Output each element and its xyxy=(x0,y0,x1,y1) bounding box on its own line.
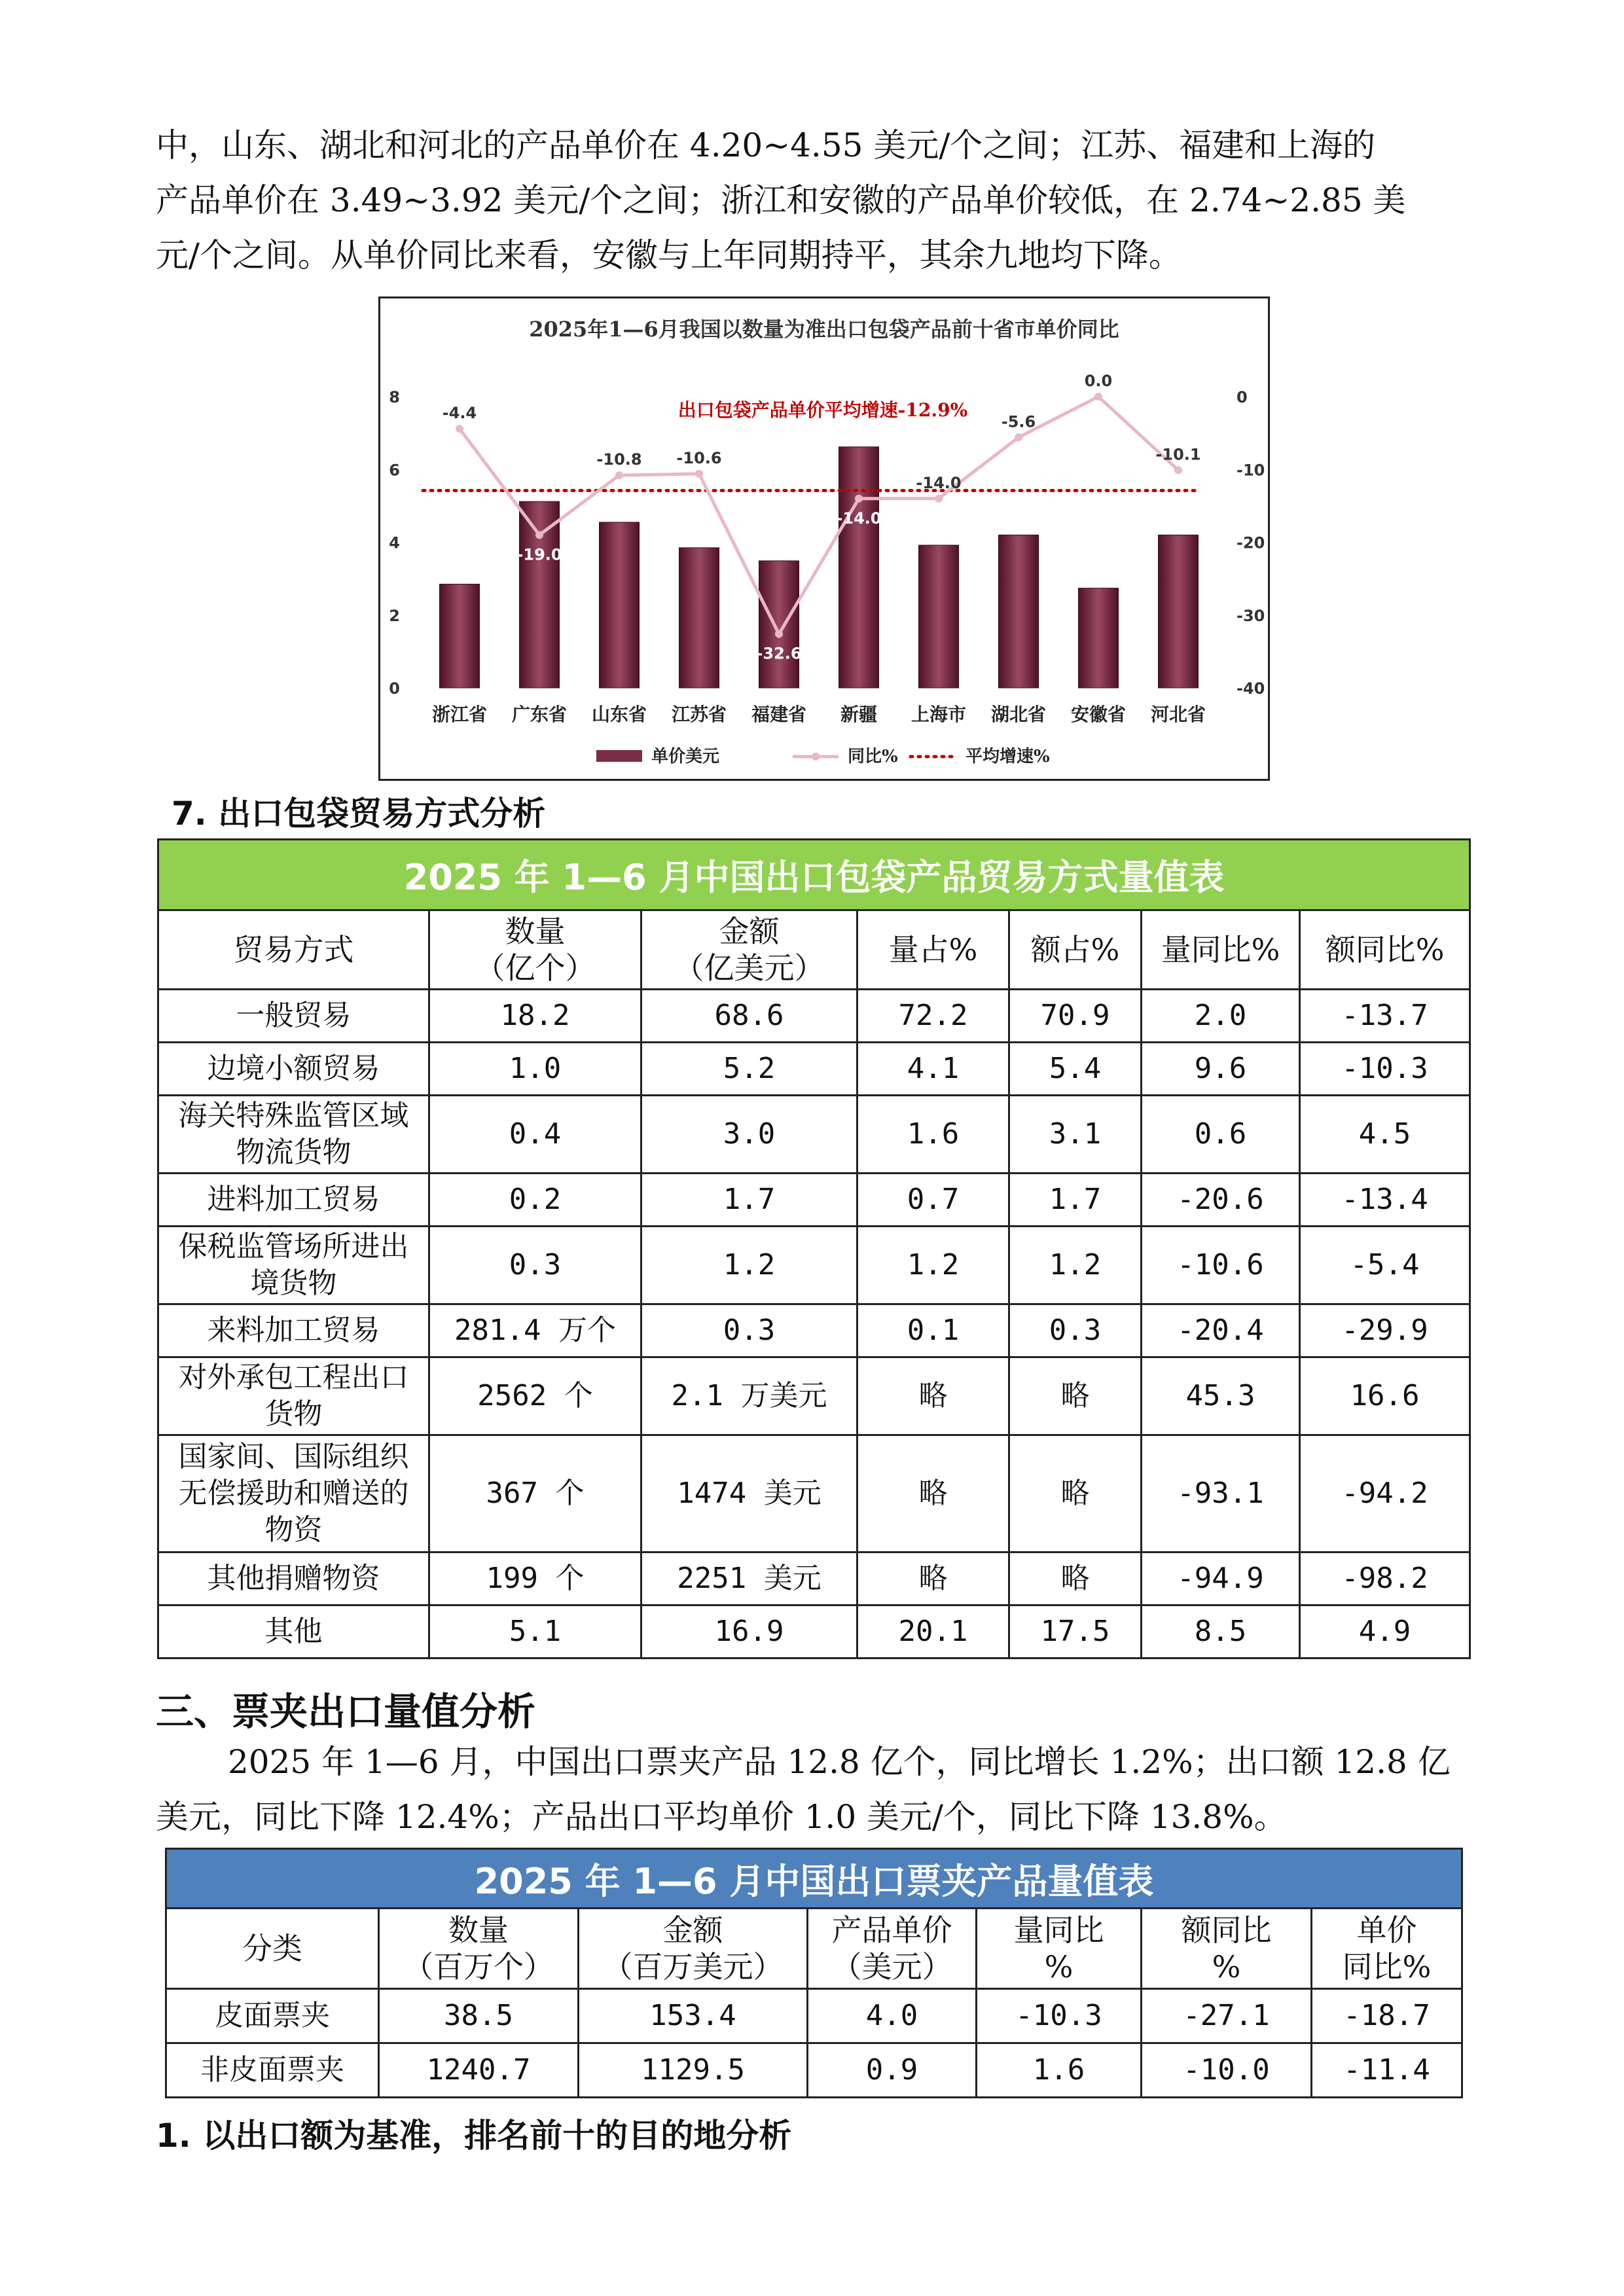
table-cell: -10.6 xyxy=(1142,1227,1300,1304)
table-cell: 略 xyxy=(1009,1435,1142,1552)
table-cell: 1.6 xyxy=(857,1096,1009,1174)
yoy-data-label: -14.0 xyxy=(916,473,962,492)
category-axis xyxy=(432,704,1206,725)
price-bar xyxy=(679,548,719,688)
row-label: 一般贸易 xyxy=(158,990,429,1043)
table-cell: 199 个 xyxy=(429,1552,641,1605)
column-header: 金额 （亿美元） xyxy=(641,910,857,990)
table-cell: -93.1 xyxy=(1142,1435,1300,1552)
column-header: 数量 （百万个） xyxy=(379,1909,579,1989)
table-row xyxy=(158,1096,1470,1174)
yoy-data-label: -5.6 xyxy=(1001,412,1036,431)
chart-annotation: 出口包袋产品单价平均增速-12.9% xyxy=(677,399,968,421)
table-row xyxy=(158,1357,1470,1435)
table-title-row xyxy=(166,1849,1462,1909)
legend-swatch-marker xyxy=(812,753,820,761)
table-header-row xyxy=(166,1909,1462,1989)
table-cell: -10.3 xyxy=(1300,1043,1470,1096)
intro-line: 元/个之间。从单价同比来看，安徽与上年同期持平，其余九地均下降。 xyxy=(156,236,1182,274)
category-label: 安徽省 xyxy=(1070,704,1127,725)
section-3-line: 美元，同比下降 12.4%；产品出口平均单价 1.0 美元/个，同比下降 13.8%。 xyxy=(156,1798,1287,1836)
price-bar xyxy=(600,522,640,688)
row-label: 海关特殊监管区域 物流货物 xyxy=(158,1096,429,1174)
left-tick-label: 6 xyxy=(389,461,400,480)
wallet-product-table xyxy=(165,1848,1463,2098)
table-title: 2025 年 1—6 月中国出口票夹产品量值表 xyxy=(166,1849,1462,1909)
table-row xyxy=(166,2043,1462,2098)
price-bar xyxy=(1159,535,1199,688)
table-cell: 367 个 xyxy=(429,1435,641,1552)
table-cell: -5.4 xyxy=(1300,1227,1470,1304)
intro-paragraph xyxy=(156,118,1471,283)
yoy-point xyxy=(535,531,543,539)
table-cell: 16.6 xyxy=(1300,1357,1470,1435)
table-cell: 略 xyxy=(857,1552,1009,1605)
table-row xyxy=(158,1605,1470,1659)
table-cell: -20.6 xyxy=(1142,1174,1300,1227)
table-cell: 1.0 xyxy=(429,1043,641,1096)
table-cell: 0.7 xyxy=(857,1174,1009,1227)
table-cell: 17.5 xyxy=(1009,1605,1142,1659)
left-tick-label: 8 xyxy=(389,388,400,406)
table-cell: 5.2 xyxy=(641,1043,857,1096)
table-header-row xyxy=(158,910,1470,990)
row-label: 来料加工贸易 xyxy=(158,1304,429,1357)
table-cell: 1.2 xyxy=(857,1227,1009,1304)
price-bar xyxy=(839,447,879,688)
yoy-point xyxy=(1174,466,1182,474)
category-label: 上海市 xyxy=(911,704,967,725)
table-cell: 5.4 xyxy=(1009,1043,1142,1096)
column-header: 额同比 % xyxy=(1142,1909,1312,1989)
yoy-point xyxy=(695,470,703,478)
intro-line: 产品单价在 3.49~3.92 美元/个之间；浙江和安徽的产品单价较低，在 2.74~2.85 美 xyxy=(156,181,1406,219)
row-label: 边境小额贸易 xyxy=(158,1043,429,1096)
yoy-point xyxy=(1015,433,1022,441)
column-header: 数量 （亿个） xyxy=(429,910,641,990)
table-cell: 略 xyxy=(1009,1357,1142,1435)
price-bar xyxy=(759,561,799,688)
row-label: 国家间、国际组织 无偿援助和赠送的 物资 xyxy=(158,1435,429,1552)
column-header: 额占% xyxy=(1009,910,1142,990)
table-cell: 0.3 xyxy=(1009,1304,1142,1357)
row-label: 保税监管场所进出 境货物 xyxy=(158,1227,429,1304)
table-cell: 2251 美元 xyxy=(641,1552,857,1605)
table-cell: 4.0 xyxy=(808,1989,977,2043)
table-cell: 1240.7 xyxy=(379,2043,579,2098)
column-header: 金额 （百万美元） xyxy=(579,1909,808,1989)
table-cell: 68.6 xyxy=(641,990,857,1043)
table-cell: 4.1 xyxy=(857,1043,1009,1096)
legend-label: 同比% xyxy=(848,747,898,766)
table-cell: -27.1 xyxy=(1142,1989,1312,2043)
price-bar xyxy=(520,501,560,688)
unit-price-chart xyxy=(378,296,1270,781)
column-header: 产品单价 （美元） xyxy=(808,1909,977,1989)
row-label: 其他 xyxy=(158,1605,429,1659)
table-cell: 0.1 xyxy=(857,1304,1009,1357)
yoy-data-label: -10.1 xyxy=(1155,445,1201,464)
table-cell: 略 xyxy=(857,1435,1009,1552)
section-7-heading: 7. 出口包袋贸易方式分析 xyxy=(171,795,546,833)
table-cell: 72.2 xyxy=(857,990,1009,1043)
yoy-point xyxy=(935,495,943,503)
table-cell: 0.2 xyxy=(429,1174,641,1227)
category-label: 河北省 xyxy=(1150,704,1206,725)
table-title-row xyxy=(158,840,1470,910)
table-row xyxy=(158,1304,1470,1357)
table-cell: 153.4 xyxy=(579,1989,808,2043)
row-label: 其他捐赠物资 xyxy=(158,1552,429,1605)
section-3-heading: 三、票夹出口量值分析 xyxy=(156,1689,536,1734)
chart-canvas xyxy=(380,298,1268,779)
table-cell: 5.1 xyxy=(429,1605,641,1659)
price-bar xyxy=(1079,588,1119,688)
table-cell: 16.9 xyxy=(641,1605,857,1659)
table-cell: -10.3 xyxy=(977,1989,1142,2043)
table-cell: 2562 个 xyxy=(429,1357,641,1435)
table-cell: 20.1 xyxy=(857,1605,1009,1659)
column-header: 额同比% xyxy=(1300,910,1470,990)
table-cell: 281.4 万个 xyxy=(429,1304,641,1357)
table-cell: 18.2 xyxy=(429,990,641,1043)
category-label: 江苏省 xyxy=(671,704,727,725)
category-label: 广东省 xyxy=(511,704,568,725)
table-cell: 0.6 xyxy=(1142,1096,1300,1174)
row-label: 进料加工贸易 xyxy=(158,1174,429,1227)
trade-mode-table xyxy=(157,838,1471,1659)
yoy-point xyxy=(855,495,863,503)
yoy-data-label: 0.0 xyxy=(1084,372,1113,390)
yoy-data-label: -32.6 xyxy=(756,644,802,663)
left-axis xyxy=(389,388,400,698)
table-cell: -18.7 xyxy=(1312,1989,1462,2043)
table-cell: -94.2 xyxy=(1300,1435,1470,1552)
right-axis xyxy=(1236,388,1265,698)
right-tick-label: -30 xyxy=(1236,606,1265,625)
table-cell: 0.4 xyxy=(429,1096,641,1174)
table-cell: 0.3 xyxy=(641,1304,857,1357)
table-cell: 2.1 万美元 xyxy=(641,1357,857,1435)
table-cell: 9.6 xyxy=(1142,1043,1300,1096)
table-row xyxy=(158,1552,1470,1605)
table-cell: 1.7 xyxy=(1009,1174,1142,1227)
right-tick-label: -40 xyxy=(1236,679,1265,698)
table-cell: 4.9 xyxy=(1300,1605,1470,1659)
table-cell: 0.9 xyxy=(808,2043,977,2098)
table-cell: -13.7 xyxy=(1300,990,1470,1043)
legend-label: 单价美元 xyxy=(651,747,720,766)
table-cell: 1129.5 xyxy=(579,2043,808,2098)
table-cell: -13.4 xyxy=(1300,1174,1470,1227)
column-header: 贸易方式 xyxy=(158,910,429,990)
table-row xyxy=(166,1989,1462,2043)
left-tick-label: 4 xyxy=(389,533,400,552)
table-cell: -20.4 xyxy=(1142,1304,1300,1357)
table-row xyxy=(158,990,1470,1043)
yoy-data-label: -10.8 xyxy=(596,450,642,469)
chart-title: 2025年1—6月我国以数量为准出口包袋产品前十省市单价同比 xyxy=(529,317,1119,342)
table-row xyxy=(158,1174,1470,1227)
section-3-paragraph xyxy=(156,1734,1471,1844)
column-header: 量占% xyxy=(857,910,1009,990)
table-cell: 1.2 xyxy=(1009,1227,1142,1304)
section-3-line: 2025 年 1—6 月，中国出口票夹产品 12.8 亿个，同比增长 1.2%；出口额 12.8 亿 xyxy=(228,1743,1451,1781)
table-cell: 38.5 xyxy=(379,1989,579,2043)
yoy-point xyxy=(775,630,783,638)
table-cell: -29.9 xyxy=(1300,1304,1470,1357)
right-tick-label: 0 xyxy=(1236,388,1248,406)
table-cell: -10.0 xyxy=(1142,2043,1312,2098)
yoy-data-label: -19.0 xyxy=(516,545,562,564)
table-cell: 0.3 xyxy=(429,1227,641,1304)
legend-label: 平均增速% xyxy=(965,747,1050,766)
table-cell: 1.6 xyxy=(977,2043,1142,2098)
category-label: 福建省 xyxy=(751,704,807,725)
table-row xyxy=(158,1227,1470,1304)
yoy-data-label: -4.4 xyxy=(442,403,477,422)
right-tick-label: -20 xyxy=(1236,533,1265,552)
column-header: 单价 同比% xyxy=(1312,1909,1462,1989)
column-header: 分类 xyxy=(166,1909,379,1989)
column-header: 量同比 % xyxy=(977,1909,1142,1989)
table-cell: 8.5 xyxy=(1142,1605,1300,1659)
chart-legend xyxy=(596,746,1050,766)
table-cell: 3.1 xyxy=(1009,1096,1142,1174)
price-bar xyxy=(440,584,480,688)
category-label: 浙江省 xyxy=(431,704,488,725)
table-cell: 70.9 xyxy=(1009,990,1142,1043)
price-bar xyxy=(919,545,959,688)
table-cell: -94.9 xyxy=(1142,1552,1300,1605)
yoy-point xyxy=(1094,393,1102,401)
section-1-heading: 1. 以出口额为基准，排名前十的目的地分析 xyxy=(156,2117,792,2155)
right-tick-label: -10 xyxy=(1236,461,1265,480)
yoy-data-label: -14.0 xyxy=(836,509,882,528)
table-cell: 1.7 xyxy=(641,1174,857,1227)
table-cell: 4.5 xyxy=(1300,1096,1470,1174)
category-label: 湖北省 xyxy=(990,704,1047,725)
table-cell: 3.0 xyxy=(641,1096,857,1174)
row-label: 对外承包工程出口 货物 xyxy=(158,1357,429,1435)
table-cell: 略 xyxy=(1009,1552,1142,1605)
left-tick-label: 0 xyxy=(389,679,400,698)
table-row xyxy=(158,1043,1470,1096)
table-row xyxy=(158,1435,1470,1552)
left-tick-label: 2 xyxy=(389,606,400,625)
table-cell: 略 xyxy=(857,1357,1009,1435)
yoy-point xyxy=(456,425,463,433)
table-title: 2025 年 1—6 月中国出口包袋产品贸易方式量值表 xyxy=(158,840,1470,910)
row-label: 非皮面票夹 xyxy=(166,2043,379,2098)
legend-swatch-bar xyxy=(596,750,642,762)
table-cell: 2.0 xyxy=(1142,990,1300,1043)
table-cell: 1474 美元 xyxy=(641,1435,857,1552)
category-label: 山东省 xyxy=(591,704,647,725)
table-cell: 45.3 xyxy=(1142,1357,1300,1435)
intro-line: 中，山东、湖北和河北的产品单价在 4.20~4.55 美元/个之间；江苏、福建和上海的 xyxy=(156,126,1376,164)
row-label: 皮面票夹 xyxy=(166,1989,379,2043)
column-header: 量同比% xyxy=(1142,910,1300,990)
price-bar xyxy=(999,535,1039,688)
yoy-line xyxy=(460,397,1178,634)
yoy-data-label: -10.6 xyxy=(676,448,722,467)
table-cell: -98.2 xyxy=(1300,1552,1470,1605)
category-label: 新疆 xyxy=(840,704,878,725)
yoy-point xyxy=(615,471,623,479)
table-cell: 1.2 xyxy=(641,1227,857,1304)
table-cell: -11.4 xyxy=(1312,2043,1462,2098)
